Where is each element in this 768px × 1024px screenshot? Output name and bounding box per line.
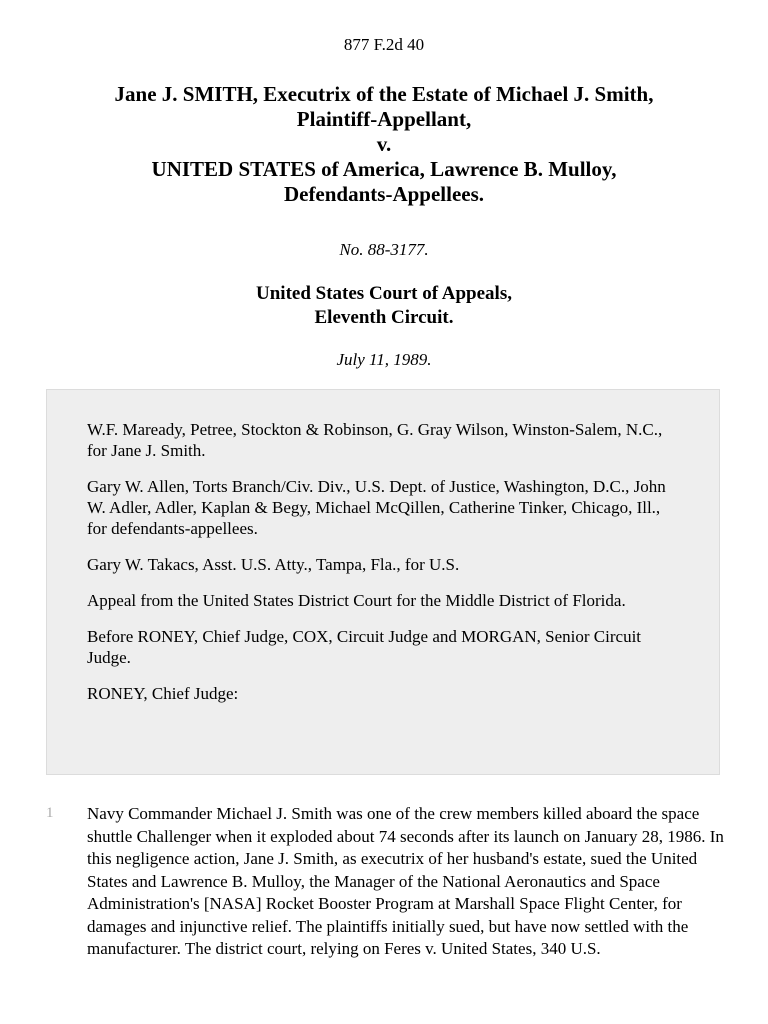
case-caption bbox=[0, 82, 768, 207]
case-citation: 877 F.2d 40 bbox=[343, 35, 425, 54]
counsel-us: Gary W. Takacs, Asst. U.S. Atty., Tampa, Fla., for U.S. bbox=[87, 555, 460, 574]
opinion-paragraph bbox=[46, 803, 726, 961]
opinion-author: RONEY, Chief Judge: bbox=[87, 684, 239, 703]
plaintiff-name: Jane J. SMITH, Executrix of the Estate of Michael J. Smith, bbox=[114, 82, 654, 106]
counsel-defendants: Gary W. Allen, Torts Branch/Civ. Div., U.S. Dept. of Justice, Washington, D.C., John W. Adler, Adler, Kaplan & Begy, Michael McQillen, Catherine Tinker, Chicago, Ill., for defendants-appellees. bbox=[87, 477, 666, 538]
court-name-line-2: Eleventh Circuit. bbox=[314, 307, 454, 328]
paragraph-number: 1 bbox=[46, 805, 54, 821]
appeal-from: Appeal from the United States District Court for the Middle District of Florida. bbox=[87, 591, 626, 610]
court-name-line-1: United States Court of Appeals, bbox=[256, 283, 512, 304]
paragraph-text: Navy Commander Michael J. Smith was one of the crew members killed aboard the space shuttle Challenger when it exploded about 74 seconds after its launch on January 28, 1986. In this negligence action, Jane J. Smith, as executrix of her husband's estate, sued the United States and Lawrence B. Mulloy, the Manager of the National Aeronautics and Space Administration's [NASA] Rocket Booster Program at Marshall Space Flight Center, for damages and injunctive relief. The plaintiffs initially sued, but have now settled with the manufacturer. The district court, relying on Feres v. United States, 340 U.S. bbox=[87, 804, 724, 958]
defendants-role: Defendants-Appellees. bbox=[283, 182, 485, 206]
decision-date: July 11, 1989. bbox=[336, 350, 432, 369]
case-info-box bbox=[46, 389, 720, 775]
court-name bbox=[0, 282, 768, 330]
counsel-plaintiff: W.F. Maready, Petree, Stockton & Robinson, G. Gray Wilson, Winston-Salem, N.C., for Jane J. Smith. bbox=[87, 420, 663, 460]
versus-label: v. bbox=[376, 132, 392, 156]
judicial-panel: Before RONEY, Chief Judge, COX, Circuit Judge and MORGAN, Senior Circuit Judge. bbox=[87, 627, 642, 667]
defendants-name: UNITED STATES of America, Lawrence B. Mulloy, bbox=[151, 157, 617, 181]
plaintiff-role: Plaintiff-Appellant, bbox=[296, 107, 472, 131]
docket-number: No. 88-3177. bbox=[339, 240, 429, 259]
